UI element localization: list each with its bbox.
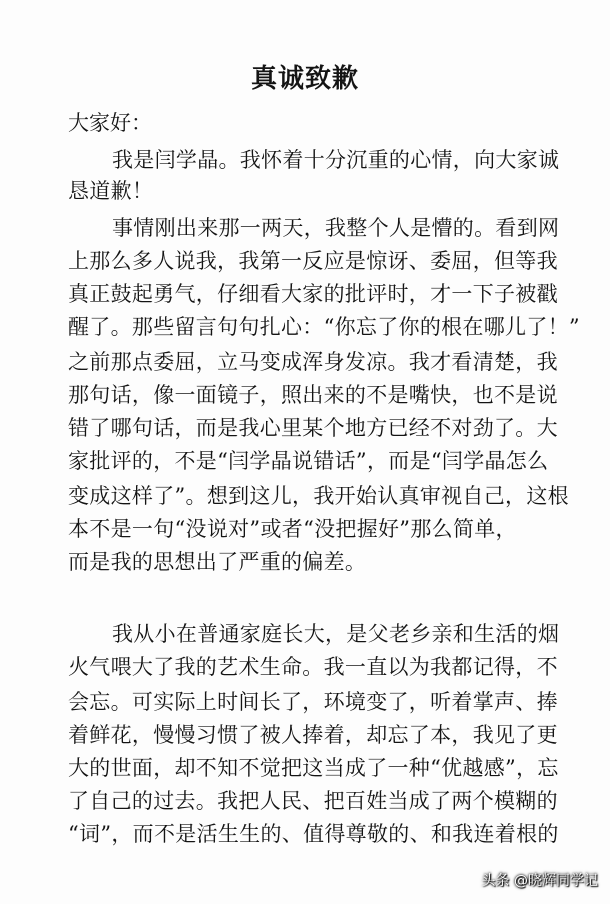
paragraph-line: 真正鼓起勇气，仔细看大家的批评时，才一下子被戳	[68, 282, 558, 306]
paragraph-line: 会忘。可实际上时间长了，环境变了，听着掌声、捧	[68, 690, 558, 714]
paragraph-line: 了自己的过去。我把人民、把百姓当成了两个模糊的	[68, 789, 558, 813]
greeting: 大家好：	[68, 111, 152, 135]
paragraph-line: 而是我的思想出了严重的偏差。	[68, 550, 367, 574]
paragraph-line: 那句话，像一面镜子，照出来的不是嘴快，也不是说	[68, 383, 558, 407]
paragraph-line: 恳道歉！	[68, 179, 154, 203]
watermark: 头条 @晓辉同学记	[481, 873, 598, 889]
paragraph-line: 着鲜花，慢慢习惯了被人捧着，却忘了本，我见了更	[68, 723, 558, 747]
paragraph-line: 变成这样了”。想到这儿，我开始认真审视自己，这根	[68, 484, 569, 508]
paragraph-line: 事情刚出来那一两天，我整个人是懵的。看到网	[112, 216, 560, 240]
paragraph-line: 之前那点委屈，立马变成浑身发凉。我才看清楚，我	[68, 350, 558, 374]
paragraph-line: 家批评的，不是“闫学晶说错话”，而是“闫学晶怎么	[68, 449, 549, 473]
paragraph-line: 本不是一句“没说对”或者“没把握好”那么简单，	[68, 517, 517, 541]
paragraph-line: 上那么多人说我，我第一反应是惊讶、委屈，但等我	[68, 249, 558, 273]
paragraph-line: 我从小在普通家庭长大，是父老乡亲和生活的烟	[112, 622, 560, 646]
paragraph-line: 错了哪句话，而是我心里某个地方已经不对劲了。大	[68, 416, 558, 440]
paragraph-line: 大的世面，却不知不觉把这当成了一种“优越感”，忘	[68, 756, 559, 780]
paragraph-line: 火气喂大了我的艺术生命。我一直以为我都记得，不	[68, 655, 558, 679]
paragraph-line: “词”，而不是活生生的、值得尊敬的、和我连着根的	[68, 822, 559, 846]
document-title: 真诚致歉	[250, 64, 359, 94]
paragraph-line: 醒了。那些留言句句扎心：“你忘了你的根在哪儿了！”	[68, 315, 580, 339]
paragraph-line: 我是闫学晶。我怀着十分沉重的心情，向大家诚	[112, 148, 560, 172]
